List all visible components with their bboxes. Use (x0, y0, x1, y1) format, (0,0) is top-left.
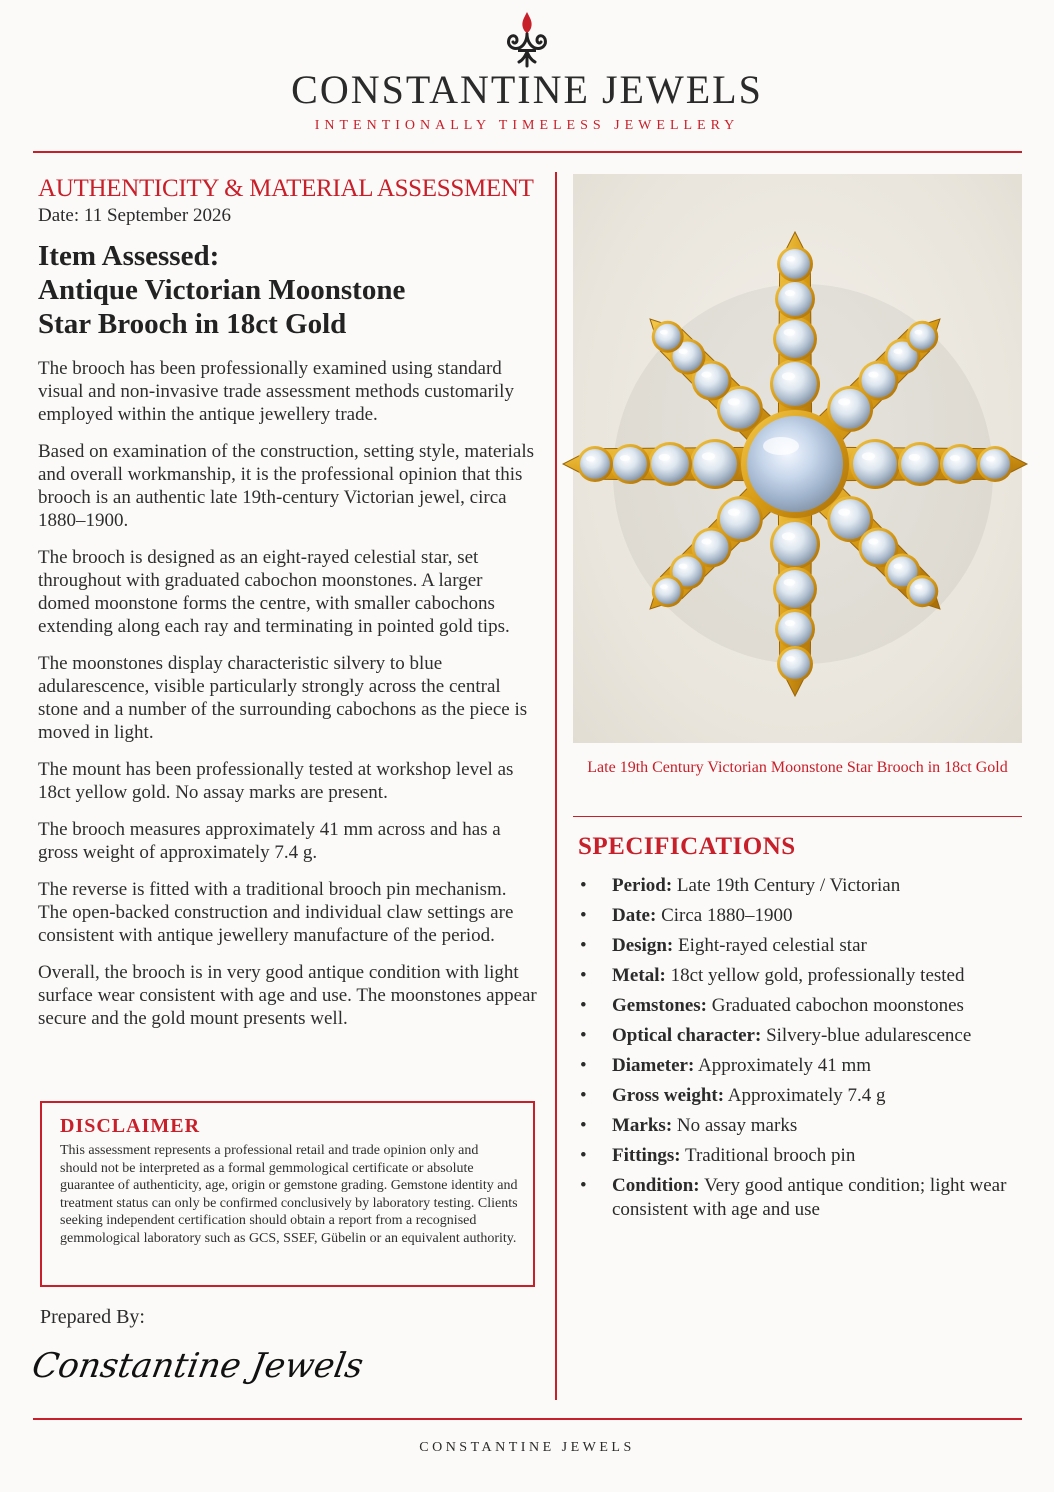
moonstone (693, 442, 737, 486)
assessment-paragraph: The brooch measures approximately 41 mm across and has a gross weight of approximately 7.4 g. (38, 819, 501, 863)
assessment-title: AUTHENTICITY & MATERIAL ASSESSMENT (38, 175, 534, 202)
moonstone (830, 499, 870, 539)
header-divider (33, 151, 1022, 153)
spec-item: • Condition: Very good antique condition; light wear consistent with age and use (580, 1175, 1007, 1220)
assessment-section (38, 175, 538, 1030)
moonstone (773, 362, 817, 406)
disclaimer-title: DISCLAIMER (60, 1115, 201, 1137)
moonstone (901, 445, 939, 483)
assessment-paragraph: The moonstones display characteristic silvery to blue adularescence, visible particularly strongly across the central stone and a number of the surrounding cabochons as the piece is moved in light. (38, 653, 528, 743)
disclaimer-text: This assessment represents a professional retail and trade opinion only and should not be interpreted as a formal gemmological certificate or absolute guarantee of authenticity, age, origin or gemstone grading. Gemstone identity and treatment status can only be confirmed conclusively by laboratory testing. Clients seeking independent certification should obtain a report from a recognised gemmological laboratory such as GCS, SSEF, Gübelin or an equivalent authority. (60, 1143, 518, 1246)
spec-item: • Optical character: Silvery-blue adularescence (580, 1025, 972, 1046)
moonstone (780, 249, 810, 279)
brand-tagline: INTENTIONALLY TIMELESS JEWELLERY (314, 118, 740, 133)
brand-name: CONSTANTINE JEWELS (291, 67, 763, 112)
moonstone (651, 445, 689, 483)
fleur-de-lis-icon (497, 10, 557, 68)
moonstone (780, 649, 810, 679)
moonstone (909, 578, 935, 604)
moonstone (778, 282, 812, 316)
spec-item: • Metal: 18ct yellow gold, professionally tested (580, 965, 965, 986)
moonstone (830, 389, 870, 429)
footer-brand: CONSTANTINE JEWELS (419, 1440, 635, 1455)
spec-item: • Diameter: Approximately 41 mm (580, 1055, 872, 1076)
svg-text:Constantine Jewels: Constantine Jewels (29, 1346, 367, 1386)
item-assessed-label: Item Assessed: (38, 240, 220, 272)
moonstone (909, 324, 935, 350)
moonstone (720, 499, 760, 539)
signature (29, 1335, 367, 1395)
assessment-paragraph: The brooch is designed as an eight-rayed celestial star, set throughout with graduated cabochon moonstones. A larger domed moonstone forms the centre, with smaller cabochons extending along each ray and terminating in pointed gold tips. (38, 547, 510, 637)
assessment-paragraph: The reverse is fitted with a traditional brooch pin mechanism. The open-backed construction and individual claw settings are consistent with antique jewellery manufacture of the period. (38, 879, 514, 946)
specifications-list (578, 874, 1028, 1228)
spec-item: • Gemstones: Graduated cabochon moonstones (580, 995, 964, 1016)
spec-item: • Gross weight: Approximately 7.4 g (580, 1085, 886, 1106)
moonstone (980, 449, 1010, 479)
spec-item: • Marks: No assay marks (580, 1115, 798, 1136)
spec-item: • Design: Eight-rayed celestial star (580, 935, 867, 956)
item-name-line1: Antique Victorian Moonstone (38, 274, 406, 306)
moonstone (778, 612, 812, 646)
moonstone (853, 442, 897, 486)
assessment-paragraph: The brooch has been professionally examined using standard visual and non-invasive trade assessment methods customarily employed within the antique jewellery trade. (38, 358, 514, 425)
moonstone (655, 324, 681, 350)
moonstone (943, 447, 977, 481)
moonstone (720, 389, 760, 429)
prepared-by-label: Prepared By: (40, 1306, 145, 1328)
moonstone (655, 578, 681, 604)
assessment-paragraph: Based on examination of the construction, setting style, materials and overall workmanship, it is the professional opinion that this brooch is an authentic late 19th-century Victorian jewel, circa 1880–1900. (38, 441, 534, 531)
assessment-date: Date: 11 September 2026 (38, 205, 231, 226)
spec-item: • Period: Late 19th Century / Victorian (580, 875, 901, 896)
item-heading (38, 239, 538, 341)
spec-item: • Date: Circa 1880–1900 (580, 905, 793, 926)
footer-divider (33, 1418, 1022, 1420)
assessment-paragraph: Overall, the brooch is in very good antique condition with light surface wear consistent with age and use. The moonstones appear secure and the gold mount presents well. (38, 962, 537, 1029)
moonstone (776, 570, 814, 608)
photo-caption: Late 19th Century Victorian Moonstone Star Brooch in 18ct Gold (587, 759, 1008, 776)
spec-item: • Fittings: Traditional brooch pin (580, 1145, 856, 1166)
center-moonstone (747, 416, 843, 512)
specs-divider (573, 816, 1022, 817)
brooch-photo (573, 174, 1022, 743)
column-divider (555, 172, 557, 1400)
disclaimer-box (40, 1101, 535, 1287)
assessment-paragraph: The mount has been professionally tested at workshop level as 18ct yellow gold. No assay marks are present. (38, 759, 514, 803)
specifications-title: SPECIFICATIONS (578, 833, 796, 860)
item-name-line2: Star Brooch in 18ct Gold (38, 308, 347, 340)
moonstone (773, 522, 817, 566)
brooch-image (573, 174, 1022, 743)
moonstone (580, 449, 610, 479)
moonstone (776, 320, 814, 358)
moonstone (613, 447, 647, 481)
